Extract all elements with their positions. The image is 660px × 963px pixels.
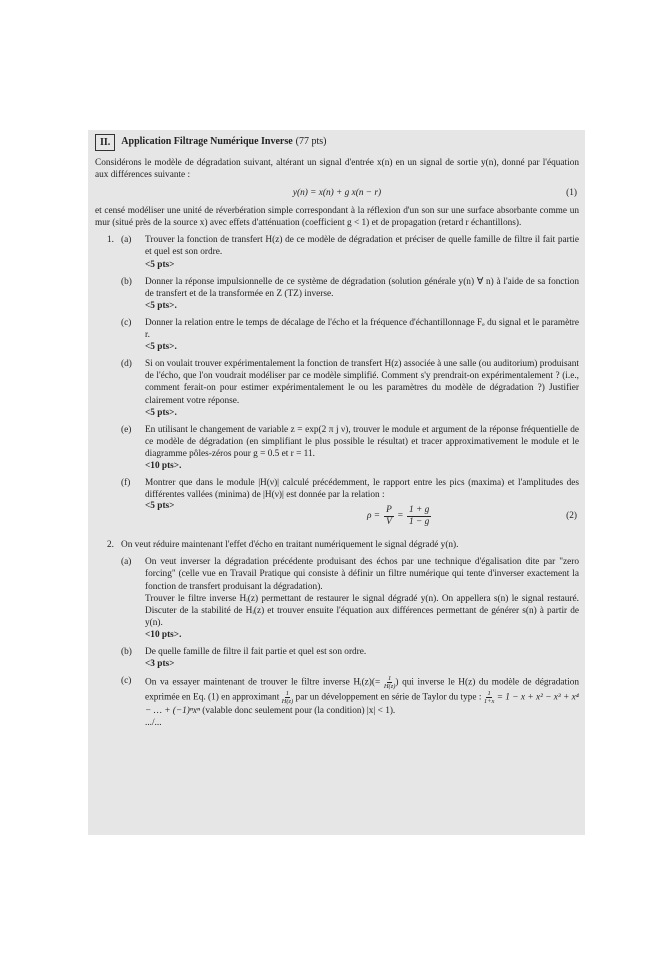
intro-text: Considérons le modèle de dégradation suivant, altérant un signal d'entrée x(n) en un signal de sortie y(n), donné par l'équation aux différences suivante :	[95, 158, 579, 181]
question-1c	[121, 317, 579, 353]
fraction-numerator: 1	[388, 675, 392, 683]
part-text: Si on voulait trouver expérimentalement la fonction de transfert H(z) associée à une salle (ou auditorium) produisant de l'écho, que l'on voudrait modéliser par ce modèle simplifié. Comment s'y prendrait-on expérimentalement ? (i.e., comment ferait-on pour estimer expérimentalement le ou les paramètres du modèle de dégradation ?) Justifier clairement votre réponse.	[145, 359, 579, 406]
part-label: (f)	[121, 478, 131, 489]
part-text: De quelle famille de filtre il fait partie et quel est son ordre.	[145, 647, 367, 657]
part-points: <10 pts>.	[145, 629, 182, 640]
section-header	[95, 133, 579, 151]
part-text: Donner la relation entre le temps de décalage de l'écho et la fréquence d'échantillonnage Fₑ du signal et le paramètre r.	[145, 317, 579, 341]
text-segment: ) qui inverse le H(z) du modèle de dégradation exprimée en Eq. (1) en approximant	[145, 677, 580, 703]
fraction-inverse-h	[384, 675, 396, 690]
part-label: (c)	[121, 317, 132, 328]
part-points: <5 pts>	[145, 259, 175, 270]
fraction-numerator: 1 + g	[409, 504, 430, 515]
equals-sign: =	[397, 511, 403, 522]
fraction-inverse-h-2	[282, 690, 294, 705]
continuation-mark: .../...	[145, 718, 162, 729]
part-label: (b)	[121, 276, 132, 287]
question-1d	[121, 358, 579, 418]
exercise-box	[88, 130, 585, 835]
part-points: <5 pts>	[145, 501, 175, 512]
fraction-denominator: H(z)	[281, 698, 294, 706]
question-1e	[121, 424, 579, 472]
question-1b	[121, 276, 579, 312]
question-2b	[121, 646, 579, 670]
fraction-ratio	[407, 505, 431, 528]
part-label: (a)	[121, 235, 132, 246]
question-1f	[121, 477, 579, 531]
question-2-text: On veut réduire maintenant l'effet d'écho en traitant numériquement le signal dégradé y(n).	[121, 540, 459, 551]
equation-2	[145, 501, 579, 531]
part-points: <10 pts>.	[145, 460, 182, 471]
equation-2-tag: (2)	[566, 511, 577, 522]
question-1a	[121, 234, 579, 270]
part-label: (a)	[121, 557, 132, 568]
part-label: (c)	[121, 676, 132, 687]
equation-1-tag: (1)	[566, 188, 577, 199]
section-title: Application Filtrage Numérique Inverse	[121, 135, 293, 147]
part-text: En utilisant le changement de variable z = exp(2 π j ν), trouver le module et argument de la réponse fréquentielle de ce modèle de dégradation (en simplifiant le plus possible le résultat) et tracer approximativement le module et le diagramme pôles-zéros pour g = 0.5 et r = 11.	[145, 424, 579, 459]
part-label: (d)	[121, 359, 132, 370]
fraction-numerator: 1	[487, 690, 491, 698]
part-text: Trouver la fonction de transfert H(z) de ce modèle de dégradation et préciser de quelle famille de filtre il fait partie et quel est son ordre.	[145, 235, 579, 258]
equation-2-lhs: ρ =	[367, 511, 381, 522]
fraction-taylor	[484, 690, 495, 705]
question-1-label: 1.	[107, 235, 114, 246]
part-label: (e)	[121, 424, 132, 435]
fraction-denominator: H(z)	[383, 683, 396, 691]
part-points: <5 pts>.	[145, 342, 177, 353]
part-text-2: Trouver le filtre inverse Hᵢ(z) permettant de restaurer le signal dégradé y(n). On appellera s(n) le signal restauré. Discuter de la stabilité de Hᵢ(z) et trouver ensuite l'équation aux différences permettant de générer s(n) à partir de y(n).	[145, 593, 579, 628]
fraction-denominator: 1+x	[483, 698, 495, 706]
question-2c	[121, 675, 579, 729]
equation-1-body: y(n) = x(n) + g x(n − r)	[292, 188, 382, 199]
fraction-p-over-v	[384, 505, 394, 528]
taylor-series: = 1 − x + x² − x³ + x⁴ − … + (−1)ⁿxⁿ	[145, 692, 580, 717]
part-points: <3 pts>	[145, 659, 175, 670]
question-2a	[121, 556, 579, 641]
part-text: On veut inverser la dégradation précédente produisant des échos par une technique d'égalisation dite par "zero forcing" (celle vue en Travail Pratique qui consiste à définir un filtre numérique qui tente d'inverser exactement la fonction de transfert produisant la dégradation).	[145, 557, 579, 592]
question-1	[95, 234, 579, 531]
part-points: <5 pts>.	[145, 300, 177, 311]
section-points: (77 pts)	[295, 135, 327, 147]
part-text: Montrer que dans le module |H(ν)| calculé précédemment, le rapport entre les pics (maxima) et l'amplitudes des différentes vallées (minima) de |H(ν)| est donnée par la relation :	[145, 478, 579, 501]
part-points: <5 pts>.	[145, 407, 177, 418]
part-label: (b)	[121, 647, 132, 657]
text-segment: par un développement en série de Taylor du type :	[295, 692, 482, 703]
fraction-numerator: 1	[285, 690, 290, 698]
part-text	[145, 675, 579, 717]
fraction-numerator: P	[386, 504, 392, 515]
fraction-denominator: 1 − g	[409, 516, 430, 527]
fraction-denominator: V	[386, 516, 392, 527]
part-text: Donner la réponse impulsionnelle de ce système de dégradation (solution générale y(n) ∀ n) à l'aide de sa fonction de transfert et de la transformée en Z (TZ) inverse.	[145, 276, 579, 299]
text-segment: (valable donc seulement pour (la condition) |x| < 1).	[202, 706, 396, 717]
section-number: II.	[95, 134, 115, 151]
equation-1	[95, 181, 579, 205]
question-2	[95, 539, 579, 729]
text-segment: On va essayer maintenant de trouver le filtre inverse Hᵢ(z)(=	[145, 677, 381, 688]
question-2-label: 2.	[107, 540, 114, 551]
intro-after: et censé modéliser une unité de réverbération simple correspondant à la réflexion d'un son sur une surface absorbante comme un mur (situé près de la source x) avec effets d'atténuation (coefficient g < 1) et de propagation (retard r échantillons).	[95, 206, 579, 229]
